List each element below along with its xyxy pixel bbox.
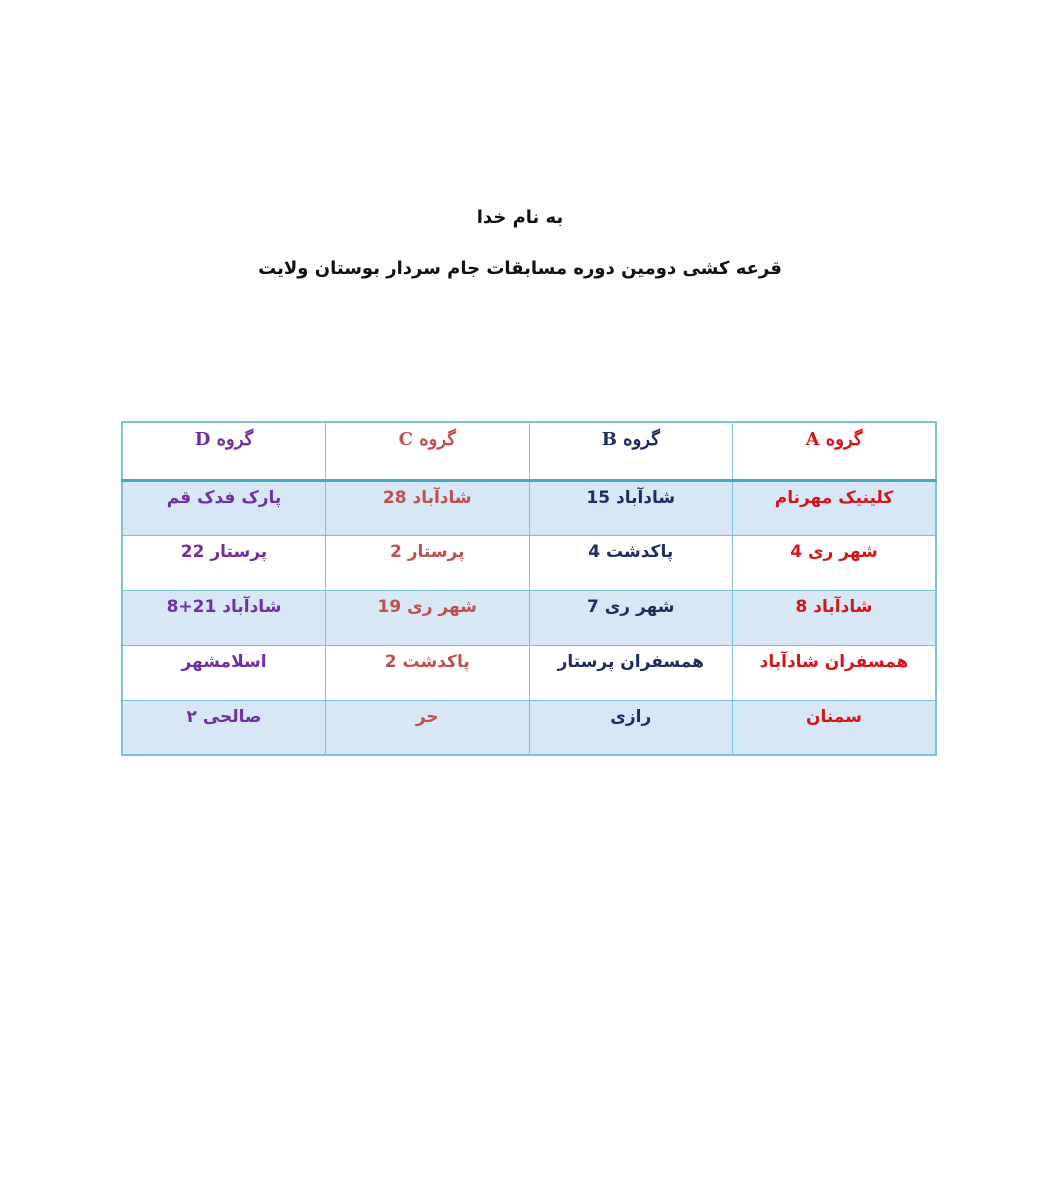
table-row (122, 700, 936, 755)
table-body (122, 480, 936, 755)
table-row (122, 590, 936, 645)
cell-group-b: شادآباد 15 (529, 480, 733, 535)
cell-group-b: شهر ری 7 (529, 590, 733, 645)
cell-group-d: شادآباد 21+8 (122, 590, 326, 645)
page-title: به نام خدا (476, 207, 564, 228)
cell-group-b: همسفران پرستار (529, 645, 733, 700)
header-group-a: گروه A (733, 422, 937, 480)
page-subtitle: قرعه کشی دومین دوره مسابقات جام سردار بوستان ولایت (258, 258, 782, 279)
table-row (122, 480, 936, 535)
header-group-b: گروه B (529, 422, 733, 480)
cell-group-a: شهر ری 4 (733, 535, 937, 590)
groups-table (121, 421, 937, 756)
cell-group-d: پرستار 22 (122, 535, 326, 590)
table-row (122, 535, 936, 590)
cell-group-b: رازی (529, 700, 733, 755)
header-group-d: گروه D (122, 422, 326, 480)
cell-group-a: شادآباد 8 (733, 590, 937, 645)
cell-group-a: همسفران شادآباد (733, 645, 937, 700)
cell-group-c: حر (326, 700, 530, 755)
table-row (122, 645, 936, 700)
cell-group-d: صالحی ۲ (122, 700, 326, 755)
cell-group-d: پارک فدک قم (122, 480, 326, 535)
cell-group-a: کلینیک مهرنام (733, 480, 937, 535)
header-row (122, 422, 936, 480)
cell-group-c: پرستار 2 (326, 535, 530, 590)
cell-group-d: اسلامشهر (122, 645, 326, 700)
header-group-c: گروه C (326, 422, 530, 480)
cell-group-c: شهر ری 19 (326, 590, 530, 645)
cell-group-a: سمنان (733, 700, 937, 755)
cell-group-c: شادآباد 28 (326, 480, 530, 535)
cell-group-b: پاکدشت 4 (529, 535, 733, 590)
table-header (122, 422, 936, 480)
cell-group-c: پاکدشت 2 (326, 645, 530, 700)
